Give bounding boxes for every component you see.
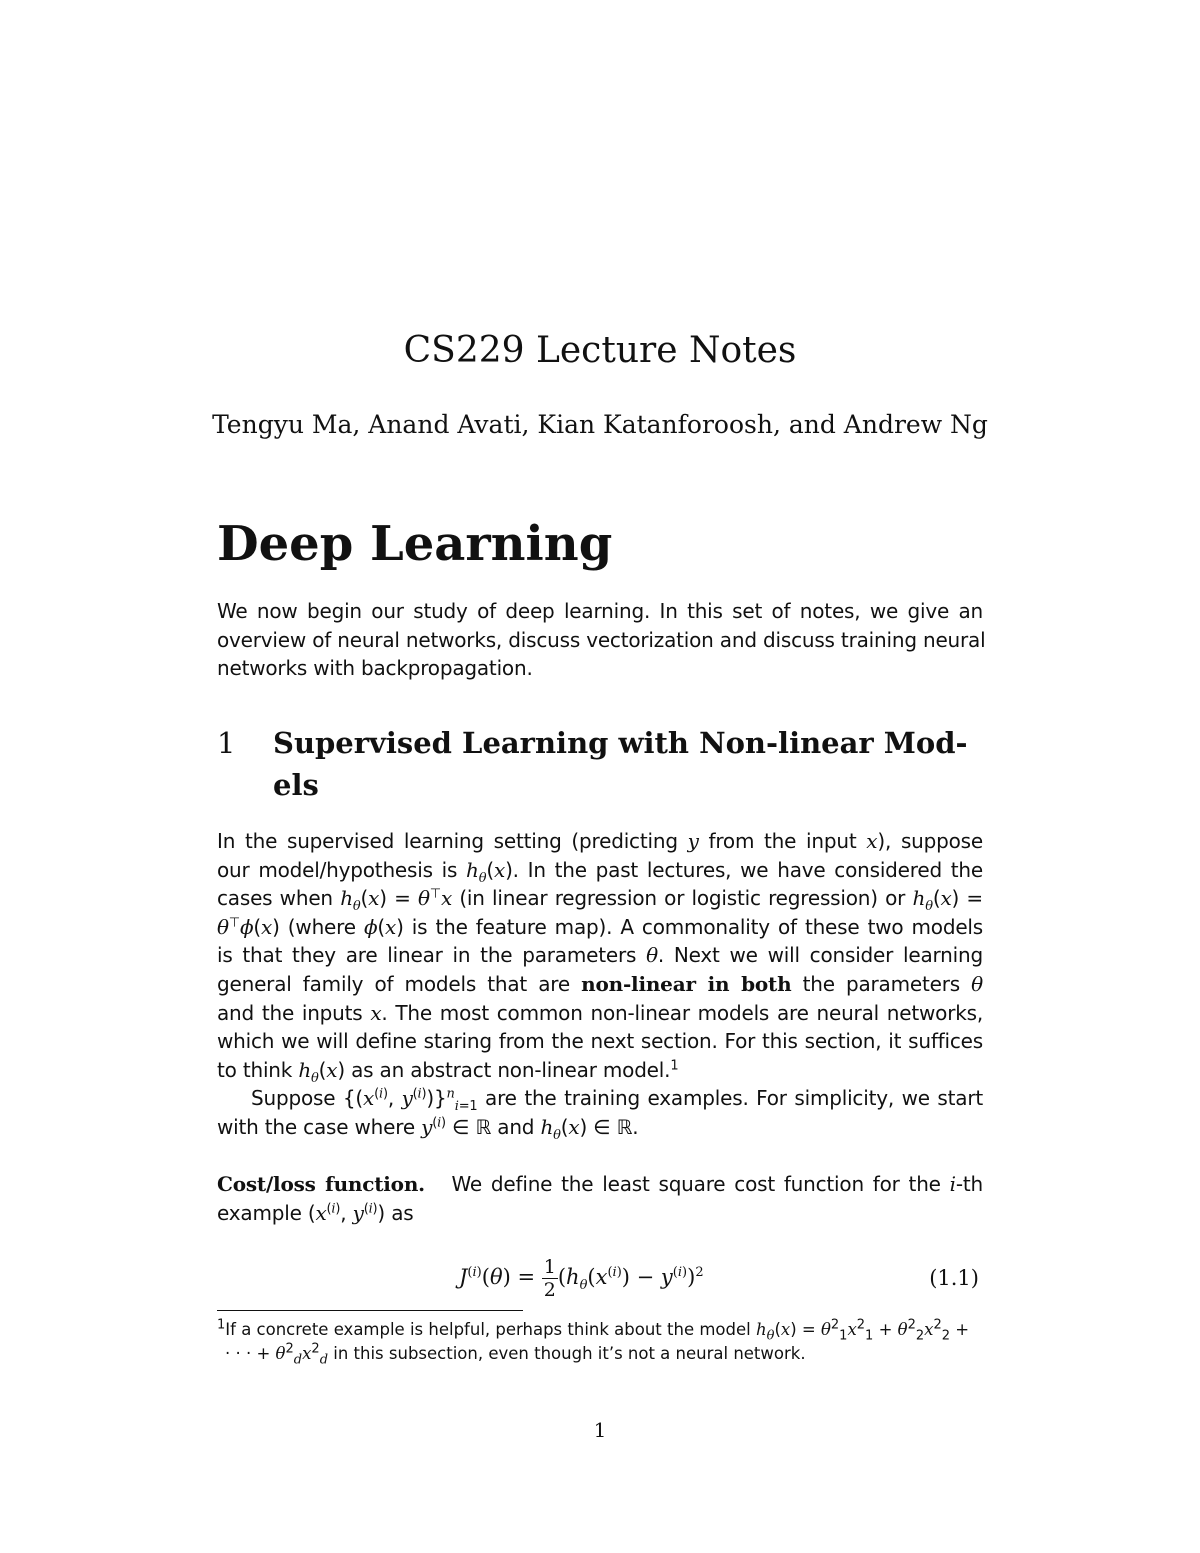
text-line: and the inputs x. The most common non-linear models are neural networks, [217, 1000, 983, 1025]
footnote-line: $^1$If a concrete example is helpful, perhaps think about the model $h_\theta(x) = \theta^2_1x^2_1 + \theta^2_2x^2_2$ + [217, 1317, 970, 1344]
intro-line: networks with backpropagation. [217, 656, 533, 681]
equation-number: (1.1) [929, 1266, 979, 1290]
text-line: our model/hypothesis is $h_\theta(x)$. In the past lectures, we have considered the [217, 857, 984, 886]
text-line: example ($x^{(i)}$, $y^{(i)}$) as [217, 1200, 414, 1225]
footnote [217, 1318, 992, 1366]
intro-line: overview of neural networks, discuss vectorization and discuss training neural [217, 627, 986, 652]
text-line: general family of models that are non-linear in both the parameters θ [217, 971, 983, 996]
page-number: 1 [593, 1418, 607, 1442]
text-line: cases when $h_\theta(x) = \theta^⊤x$ (in linear regression or logistic regression) or $h_\theta(x)$ = [217, 886, 983, 915]
text-line: In the supervised learning setting (predicting y from the input x), suppose [217, 829, 983, 853]
intro-paragraph [217, 597, 986, 683]
text-line: Cost/loss function. We define the least square cost function for the i-th [217, 1172, 983, 1196]
chapter-title: Deep Learning [217, 516, 613, 572]
section-heading [217, 722, 987, 806]
text-line: is that they are linear in the parameters θ. Next we will consider learning [217, 943, 983, 968]
equation-body: $J^{(i)}(\theta)$ = $\frac{1}{2}$ $(h_\theta(x^{(i)}) - y^{(i)})^2$ [459, 1256, 704, 1301]
text-line: θ⊤ϕ(x) (where ϕ(x) is the feature map). A commonality of these two models [217, 914, 984, 939]
cost-paragraph [217, 1170, 983, 1227]
text-line: which we will define staring from the next section. For this section, it suffices [217, 1029, 983, 1054]
document-title: CS229 Lecture Notes [403, 330, 797, 371]
equation-1-1 [217, 1248, 983, 1308]
author-list: Tengyu Ma, Anand Avati, Kian Katanforoosh, and Andrew Ng [212, 410, 988, 439]
paragraph-heading: Cost/loss function. [217, 1172, 425, 1196]
intro-line: We now begin our study of deep learning. In this set of notes, we give an [217, 599, 983, 623]
footnote-reference[interactable]: 1 [670, 1058, 679, 1074]
text-line: with the case where $y^{(i)}$ ∈ ℝ and $h_\theta(x)$ ∈ ℝ. [217, 1114, 639, 1143]
body-paragraph [217, 827, 983, 1142]
text-line: Suppose {($x^{(i)}$, $y^{(i)})\}^n_{i=1}$ are the training examples. For simplicity, we start [251, 1086, 983, 1115]
section-title-line: els [273, 768, 319, 802]
footnote-mark: 1 [217, 1317, 226, 1333]
section-number: 1 [217, 726, 236, 760]
footnote-line: · · · + $\theta^2_dx^2_d$ in this subsection, even though it’s not a neural network. [225, 1341, 806, 1368]
section-title-line: Supervised Learning with Non-linear Mod- [273, 726, 968, 760]
footnote-divider [217, 1310, 523, 1311]
text-line: to think $h_\theta(x)$ as an abstract non-linear model.$^1$ [217, 1057, 679, 1086]
